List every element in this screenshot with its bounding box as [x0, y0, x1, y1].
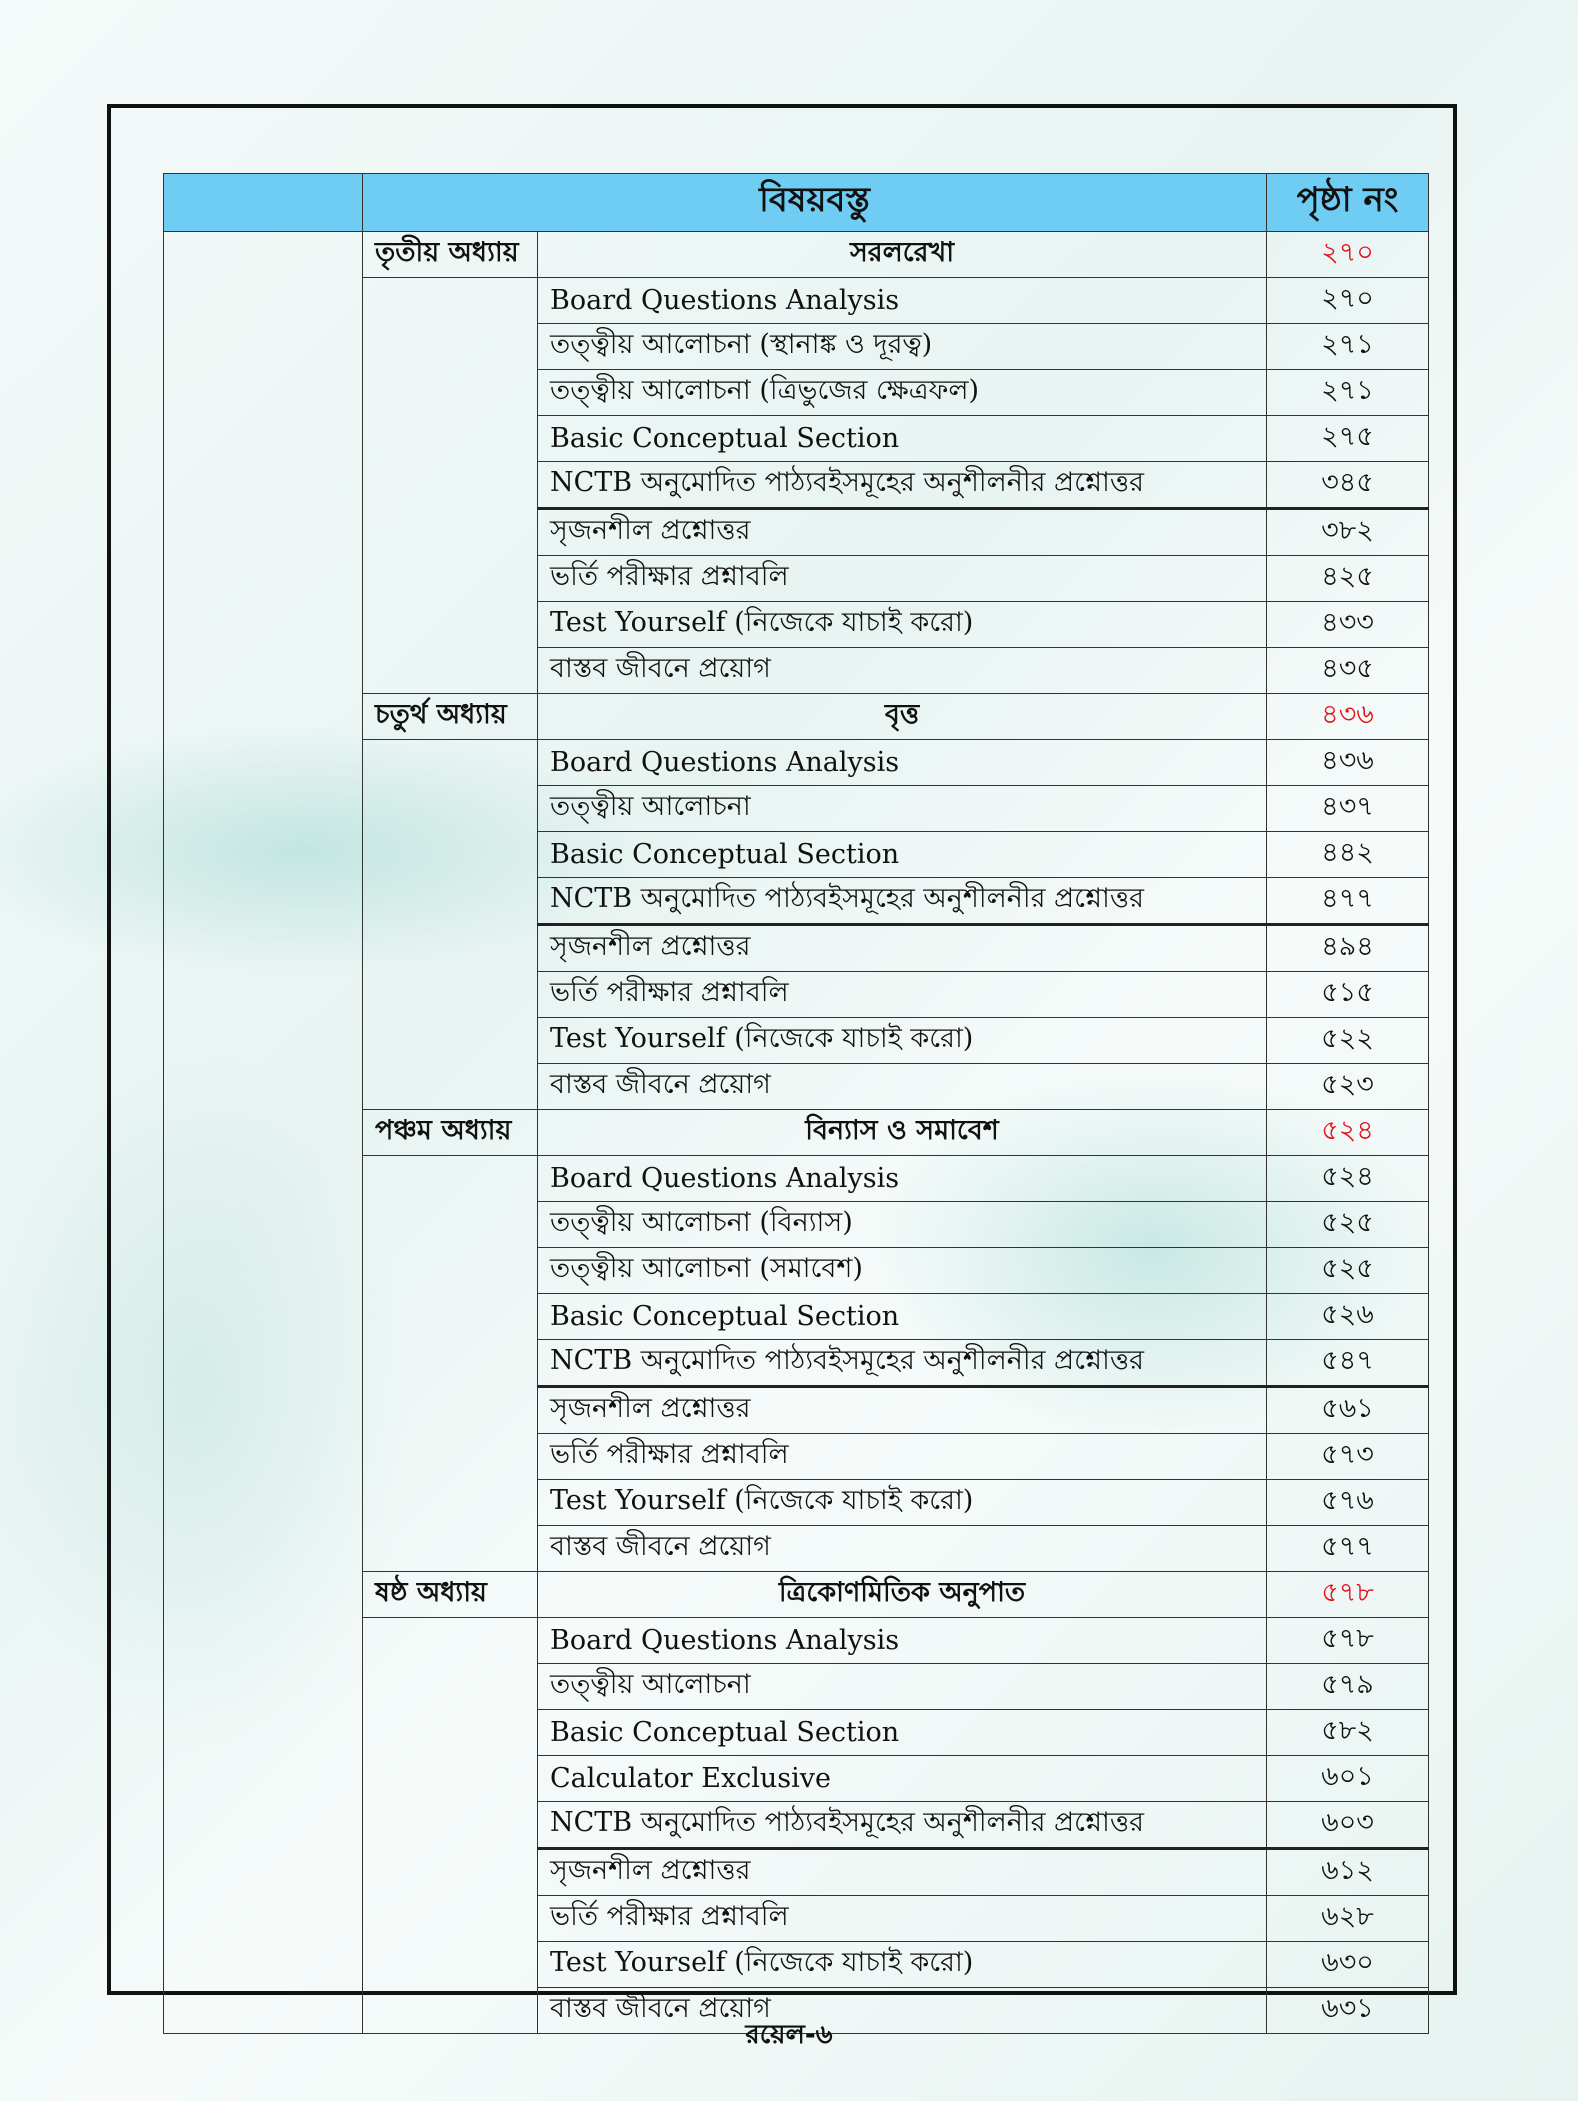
section-page: ২৭১: [1267, 370, 1429, 416]
section-title[interactable]: বাস্তব জীবনে প্রয়োগ: [538, 1988, 1267, 2034]
header-row: [164, 174, 1429, 232]
section-title[interactable]: Test Yourself (নিজেকে যাচাই করো): [538, 602, 1267, 648]
section-page: ৪২৫: [1267, 556, 1429, 602]
section-title[interactable]: NCTB অনুমোদিত পাঠ্যবইসমূহের অনুশীলনীর প্রশ্নোত্তর: [538, 1802, 1267, 1849]
section-title[interactable]: Basic Conceptual Section: [538, 1710, 1267, 1756]
section-page: ৬১২: [1267, 1849, 1429, 1896]
section-page: ৫৭৮: [1267, 1618, 1429, 1664]
header-blank-1: [164, 174, 363, 232]
section-title[interactable]: সৃজনশীল প্রশ্নোত্তর: [538, 925, 1267, 972]
section-title[interactable]: Basic Conceptual Section: [538, 416, 1267, 462]
section-title[interactable]: তত্ত্বীয় আলোচনা: [538, 1664, 1267, 1710]
section-title[interactable]: Board Questions Analysis: [538, 1156, 1267, 1202]
section-page: ৪৩৭: [1267, 786, 1429, 832]
page-no-heading: পৃষ্ঠা নং: [1267, 174, 1429, 232]
section-page: ৬০৩: [1267, 1802, 1429, 1849]
section-title[interactable]: বাস্তব জীবনে প্রয়োগ: [538, 648, 1267, 694]
section-page: ৫৪৭: [1267, 1340, 1429, 1387]
section-title[interactable]: বাস্তব জীবনে প্রয়োগ: [538, 1064, 1267, 1110]
section-page: ৫২৬: [1267, 1294, 1429, 1340]
chapter-title[interactable]: ত্রিকোণমিতিক অনুপাত: [538, 1572, 1267, 1618]
section-page: ৬৩১: [1267, 1988, 1429, 2034]
section-title[interactable]: NCTB অনুমোদিত পাঠ্যবইসমূহের অনুশীলনীর প্রশ্নোত্তর: [538, 462, 1267, 509]
section-title[interactable]: NCTB অনুমোদিত পাঠ্যবইসমূহের অনুশীলনীর প্রশ্নোত্তর: [538, 878, 1267, 925]
section-page: ৫৭৬: [1267, 1480, 1429, 1526]
section-page: ৫১৫: [1267, 972, 1429, 1018]
section-page: ৫২৪: [1267, 1156, 1429, 1202]
section-title[interactable]: তত্ত্বীয় আলোচনা (সমাবেশ): [538, 1248, 1267, 1294]
section-page: ৪৩৫: [1267, 648, 1429, 694]
chapter-label: ষষ্ঠ অধ্যায়: [363, 1572, 538, 1618]
section-title[interactable]: NCTB অনুমোদিত পাঠ্যবইসমূহের অনুশীলনীর প্রশ্নোত্তর: [538, 1340, 1267, 1387]
section-page: ৪৯৪: [1267, 925, 1429, 972]
section-page: ৫২৫: [1267, 1202, 1429, 1248]
section-title[interactable]: তত্ত্বীয় আলোচনা: [538, 786, 1267, 832]
chapter-page: ২৭০: [1267, 232, 1429, 278]
chapter-page: ৪৩৬: [1267, 694, 1429, 740]
section-page: ৫৭৯: [1267, 1664, 1429, 1710]
chapter-blank-cell: [363, 1156, 538, 1572]
chapter-label: পঞ্চম অধ্যায়: [363, 1110, 538, 1156]
section-title[interactable]: ভর্তি পরীক্ষার প্রশ্নাবলি: [538, 1896, 1267, 1942]
chapter-page: ৫২৪: [1267, 1110, 1429, 1156]
section-page: ৫৭৭: [1267, 1526, 1429, 1572]
section-title[interactable]: ভর্তি পরীক্ষার প্রশ্নাবলি: [538, 972, 1267, 1018]
section-title[interactable]: তত্ত্বীয় আলোচনা (ত্রিভুজের ক্ষেত্রফল): [538, 370, 1267, 416]
section-title[interactable]: তত্ত্বীয় আলোচনা (বিন্যাস): [538, 1202, 1267, 1248]
section-title[interactable]: ভর্তি পরীক্ষার প্রশ্নাবলি: [538, 556, 1267, 602]
chapter-blank-cell: [363, 1618, 538, 2034]
section-page: ৪৩৬: [1267, 740, 1429, 786]
section-title[interactable]: সৃজনশীল প্রশ্নোত্তর: [538, 1849, 1267, 1896]
section-page: ৪৭৭: [1267, 878, 1429, 925]
contents-heading: বিষয়বস্তু: [363, 174, 1267, 232]
blank-column: [164, 232, 363, 2034]
section-page: ২৭০: [1267, 278, 1429, 324]
chapter-title[interactable]: বৃত্ত: [538, 694, 1267, 740]
chapter-label: তৃতীয় অধ্যায়: [363, 232, 538, 278]
section-page: ৬০১: [1267, 1756, 1429, 1802]
section-page: ৫২৩: [1267, 1064, 1429, 1110]
section-page: ৫২২: [1267, 1018, 1429, 1064]
section-title[interactable]: তত্ত্বীয় আলোচনা (স্থানাঙ্ক ও দূরত্ব): [538, 324, 1267, 370]
section-page: ৪৪২: [1267, 832, 1429, 878]
chapter-row: [164, 232, 1429, 278]
toc-body: [164, 232, 1429, 2034]
section-title[interactable]: Test Yourself (নিজেকে যাচাই করো): [538, 1480, 1267, 1526]
section-page: ৬২৮: [1267, 1896, 1429, 1942]
section-page: ২৭১: [1267, 324, 1429, 370]
section-title[interactable]: সৃজনশীল প্রশ্নোত্তর: [538, 509, 1267, 556]
section-page: ৫৮২: [1267, 1710, 1429, 1756]
section-page: ৬৩০: [1267, 1942, 1429, 1988]
chapter-blank-cell: [363, 740, 538, 1110]
chapter-title[interactable]: বিন্যাস ও সমাবেশ: [538, 1110, 1267, 1156]
section-title[interactable]: Test Yourself (নিজেকে যাচাই করো): [538, 1942, 1267, 1988]
section-page: ৫২৫: [1267, 1248, 1429, 1294]
section-page: ৫৬১: [1267, 1387, 1429, 1434]
chapter-label: চতুর্থ অধ্যায়: [363, 694, 538, 740]
section-title[interactable]: Calculator Exclusive: [538, 1756, 1267, 1802]
section-title[interactable]: Board Questions Analysis: [538, 278, 1267, 324]
section-page: ৩৪৫: [1267, 462, 1429, 509]
section-title[interactable]: Test Yourself (নিজেকে যাচাই করো): [538, 1018, 1267, 1064]
chapter-title[interactable]: সরলরেখা: [538, 232, 1267, 278]
section-page: ৫৭৩: [1267, 1434, 1429, 1480]
section-title[interactable]: Board Questions Analysis: [538, 1618, 1267, 1664]
chapter-page: ৫৭৮: [1267, 1572, 1429, 1618]
page-footer: রয়েল-৬: [745, 2020, 833, 2050]
section-title[interactable]: ভর্তি পরীক্ষার প্রশ্নাবলি: [538, 1434, 1267, 1480]
table-of-contents: [163, 173, 1429, 2034]
section-title[interactable]: Basic Conceptual Section: [538, 832, 1267, 878]
section-title[interactable]: Basic Conceptual Section: [538, 1294, 1267, 1340]
chapter-blank-cell: [363, 278, 538, 694]
section-page: ২৭৫: [1267, 416, 1429, 462]
section-title[interactable]: সৃজনশীল প্রশ্নোত্তর: [538, 1387, 1267, 1434]
section-title[interactable]: বাস্তব জীবনে প্রয়োগ: [538, 1526, 1267, 1572]
section-title[interactable]: Board Questions Analysis: [538, 740, 1267, 786]
section-page: ৩৮২: [1267, 509, 1429, 556]
section-page: ৪৩৩: [1267, 602, 1429, 648]
